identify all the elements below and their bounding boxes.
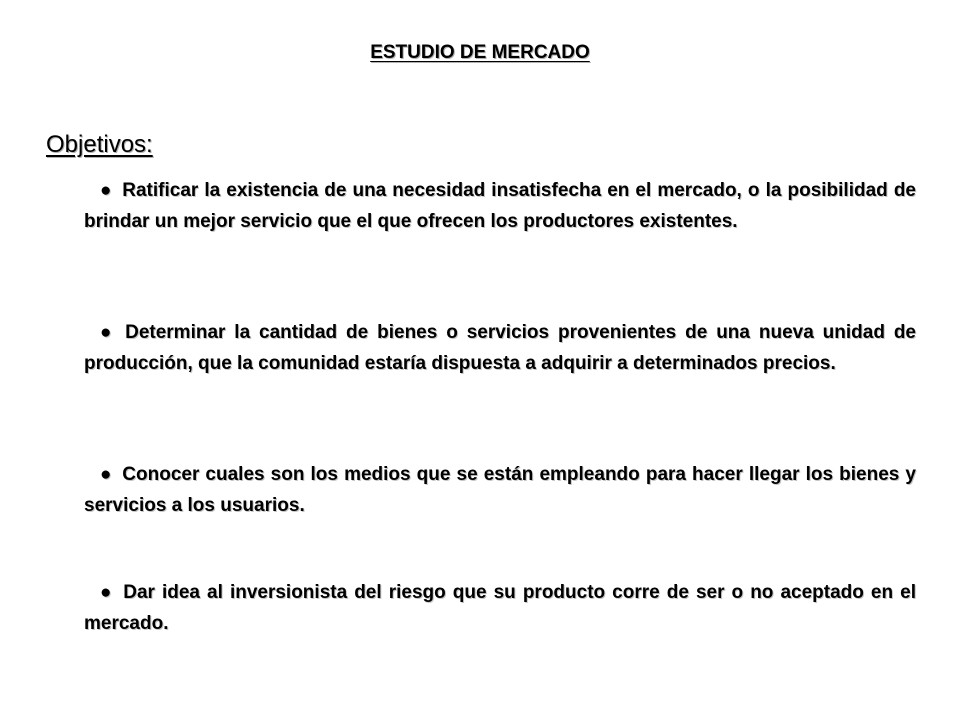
- page-title: ESTUDIO DE MERCADO: [370, 42, 590, 63]
- objective-text: Ratificar la existencia de una necesidad insatisfecha en el mercado, o la posibilidad de brindar un mejor servicio que el que ofrecen los productores existentes.: [84, 180, 916, 232]
- bullet-icon: ●: [100, 464, 113, 485]
- bullet-icon: ●: [100, 322, 116, 343]
- objective-item: [84, 317, 916, 379]
- objective-item: [84, 459, 916, 521]
- objective-item: [84, 577, 916, 639]
- objective-text: Conocer cuales son los medios que se están empleando para hacer llegar los bienes y servicios a los usuarios.: [84, 464, 916, 516]
- bullet-icon: ●: [100, 180, 113, 201]
- objective-text: Dar idea al inversionista del riesgo que su producto corre de ser o no aceptado en el mercado.: [84, 582, 916, 634]
- objectives-heading: Objetivos:: [46, 131, 153, 158]
- bullet-icon: ●: [100, 582, 114, 603]
- objective-item: [84, 175, 916, 237]
- objective-text: Determinar la cantidad de bienes o servicios provenientes de una nueva unidad de producción, que la comunidad estaría dispuesta a adquirir a determinados precios.: [84, 322, 916, 374]
